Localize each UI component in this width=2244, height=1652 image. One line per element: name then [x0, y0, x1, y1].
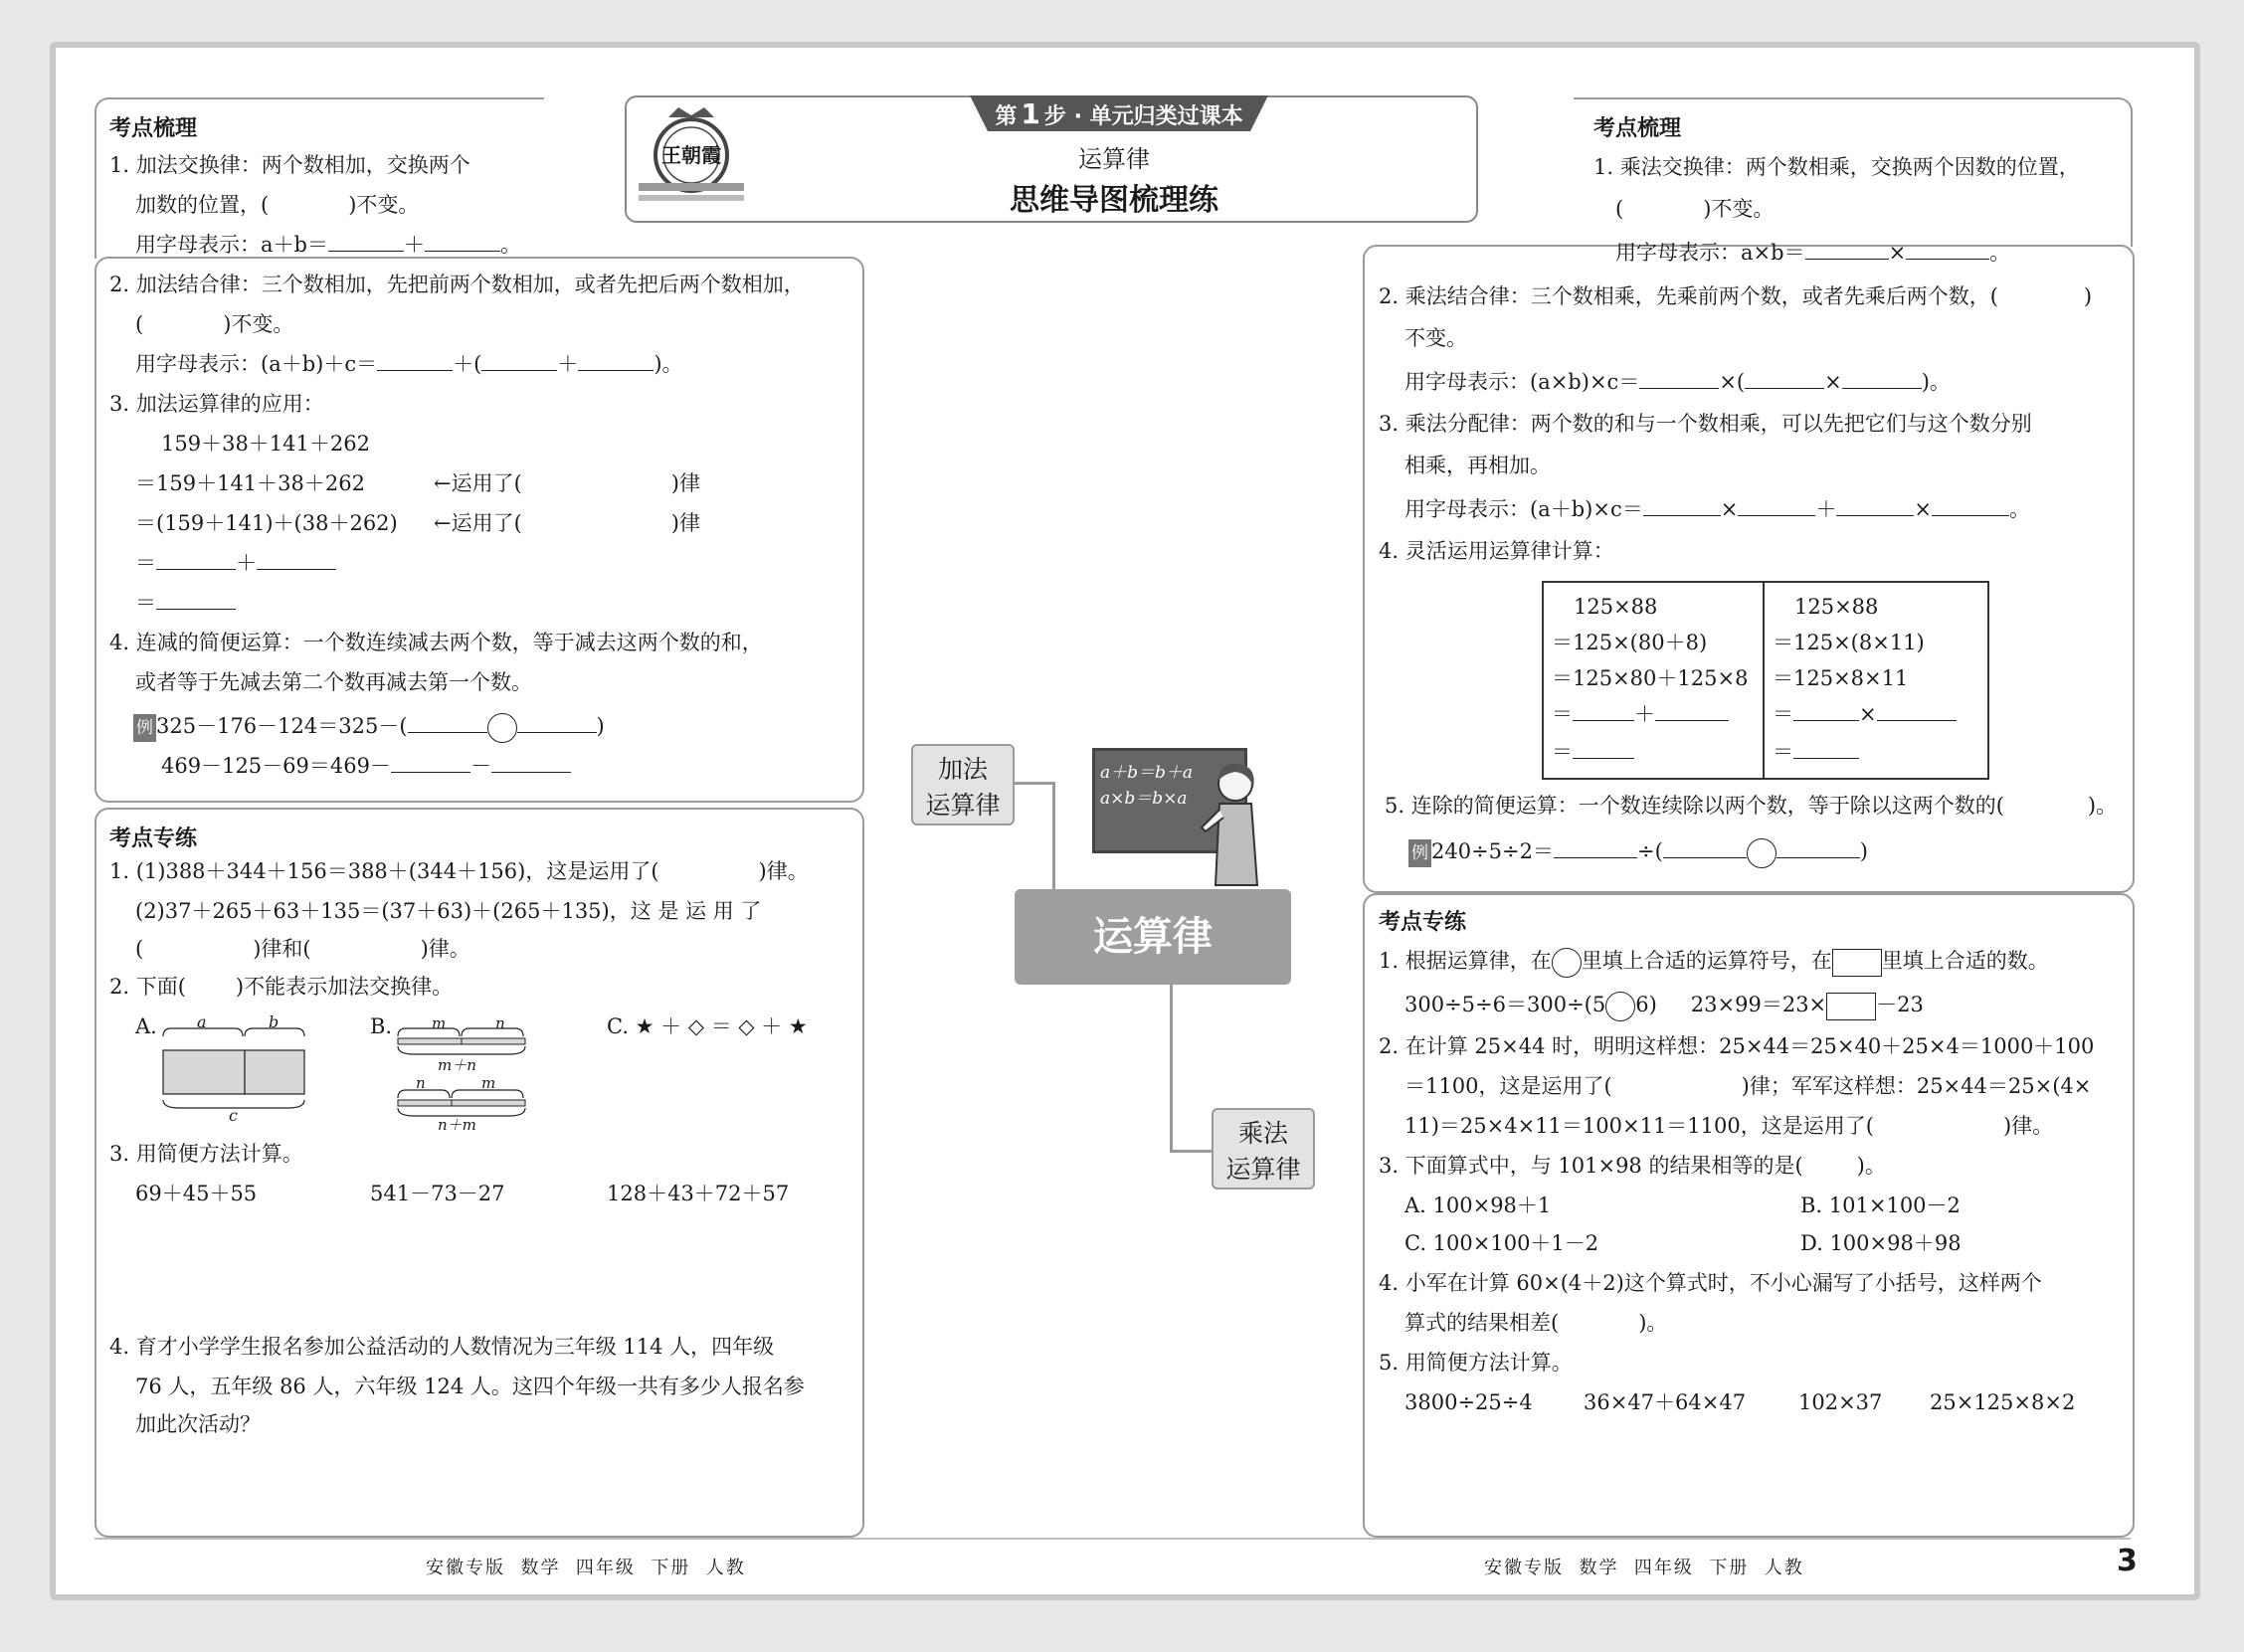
option-a-diagram [159, 1014, 308, 1118]
continuous-sub-line-2: 或者等于先减去第二个数再减去第一个数。 [135, 670, 532, 694]
mul-distributive-line-2: 相乘，再相加。 [1404, 454, 1551, 477]
expr-line-4: ＝ ＋ [135, 549, 336, 577]
add-commutative-line-1: 1. 加法交换律：两个数相加，交换两个 [109, 153, 470, 177]
label-m-1: m [432, 1014, 447, 1032]
label-b: b [269, 1012, 280, 1031]
calc-3: 128＋43＋72＋57 [607, 1182, 790, 1205]
option-b-label: B. [370, 1014, 393, 1038]
board-line-2: a×b＝b×a [1100, 789, 1188, 809]
practice-p4-a: 4. 小军在计算 60×(4＋2)这个算式时，不小心漏写了小括号，这样两个 [1379, 1271, 2042, 1295]
right-bottom-heading: 考点专练 [1379, 910, 1467, 935]
calc-d3: 102×37 [1798, 1390, 1883, 1414]
label-m-2: m [481, 1074, 496, 1092]
calc-d1: 3800÷25÷4 [1404, 1390, 1533, 1414]
add-law-node [911, 744, 1015, 826]
table-right-5: ＝ [1773, 738, 1859, 766]
answer-circle[interactable] [1605, 992, 1635, 1021]
option-pd: D. 100×98＋98 [1800, 1231, 1962, 1255]
footer-right: 安徽专版 数学 四年级 下册 人教 [1484, 1558, 1804, 1578]
calc-2: 541－73－27 [370, 1182, 505, 1205]
table-right-1: 125×88 [1794, 595, 1879, 619]
mul-associative-line-2: 不变。 [1404, 326, 1467, 350]
mul-node-line-2: 运算律 [1225, 1155, 1301, 1184]
operator-circle-right [1747, 838, 1776, 868]
mul-commutative-formula: 用字母表示：a×b＝ × 。 [1615, 241, 2011, 265]
teacher-illustration [1200, 758, 1279, 891]
practice-p2-b: ＝1100，这是运用了( )律；军军这样想：25×44＝25×(4× [1404, 1074, 2092, 1098]
calc-table-divider [1763, 581, 1765, 778]
practice-p5: 5. 用简便方法计算。 [1379, 1351, 1573, 1375]
mul-distributive-formula: 用字母表示：(a＋b)×c＝ × ＋ × 。 [1404, 497, 2030, 521]
practice-q3: 3. 用简便方法计算。 [109, 1142, 303, 1166]
calc-d4: 25×125×8×2 [1930, 1390, 2076, 1414]
footer-rule [94, 1538, 2131, 1540]
example-tag: 例 [133, 714, 156, 742]
calc-d2: 36×47＋64×47 [1584, 1390, 1747, 1414]
add-application-title: 3. 加法运算律的应用： [109, 392, 324, 416]
table-left-2: ＝125×(80＋8) [1552, 631, 1708, 654]
fill-square-icon [1832, 949, 1882, 977]
add-node-line-1: 加法 [937, 755, 988, 784]
connector-add [1013, 782, 1055, 894]
mul-law-node [1212, 1108, 1315, 1190]
right-top-heading: 考点梳理 [1593, 116, 1682, 141]
flexible-calc-title: 4. 灵活运用运算律计算： [1379, 539, 1614, 563]
table-left-5: ＝ [1552, 738, 1634, 766]
mul-distributive-line-1: 3. 乘法分配律：两个数的和与一个数相乘，可以先把它们与这个数分别 [1379, 412, 2032, 436]
continuous-div-line: 5. 连除的简便运算：一个数连续除以两个数，等于除以这两个数的( )。 [1385, 794, 2118, 818]
step-label: 第 1 步 · 单元归类过课本 [995, 97, 1243, 130]
table-left-3: ＝125×80＋125×8 [1552, 666, 1749, 690]
header-title: 思维导图梳理练 [1010, 183, 1218, 218]
practice-p4-b: 算式的结果相差( )。 [1404, 1311, 1668, 1335]
practice-q4-b: 76 人，五年级 86 人，六年级 124 人。这四个年级一共有多少人报名参 [135, 1375, 805, 1398]
mul-associative-formula: 用字母表示：(a×b)×c＝ ×( × )。 [1404, 370, 1951, 394]
expr-line-1: 159＋38＋141＋262 [161, 432, 370, 456]
expr-line-3: ＝(159＋141)＋(38＋262) [135, 511, 398, 535]
calc-1: 69＋45＋55 [135, 1182, 258, 1205]
fill-circle-icon [1552, 948, 1582, 978]
header-subtitle: 运算律 [1078, 145, 1150, 173]
practice-p2-c: 11)＝25×4×11＝100×11＝1100，这是运用了( )律。 [1404, 1114, 2054, 1138]
practice-q4-a: 4. 育才小学学生报名参加公益活动的人数情况为三年级 114 人，四年级 [109, 1335, 775, 1359]
table-right-3: ＝125×8×11 [1773, 666, 1909, 690]
left-top-heading: 考点梳理 [109, 116, 198, 141]
table-left-1: 125×88 [1574, 595, 1658, 619]
label-mn: m＋n [438, 1056, 476, 1074]
practice-p2-a: 2. 在计算 25×44 时，明明这样想：25×44＝25×40＋25×4＝1000＋100 [1379, 1034, 2095, 1058]
add-associative-line-1: 2. 加法结合律：三个数相加，先把前两个数相加，或者先把后两个数相加， [109, 273, 805, 296]
example-line-2: 469－125－69＝469－ － [161, 752, 571, 780]
operator-circle [487, 713, 517, 743]
expr-line-2: ＝159＋141＋38＋262 [135, 471, 365, 495]
connector-mul [1170, 985, 1216, 1153]
logo-text: 王朝霞 [661, 143, 721, 167]
add-commutative-formula: 用字母表示：a＋b＝ ＋ 。 [135, 233, 521, 257]
label-n-1: n [495, 1014, 505, 1032]
answer-square[interactable] [1826, 993, 1876, 1020]
add-commutative-line-2: 加数的位置，( )不变。 [135, 193, 420, 217]
practice-q2: 2. 下面( )不能表示加法交换律。 [109, 975, 454, 999]
expr-note-1: ←运用了( )律 [434, 471, 700, 495]
add-node-line-2: 运算律 [925, 791, 1001, 820]
option-pc: C. 100×100＋1－2 [1404, 1231, 1599, 1255]
page-number: 3 [2117, 1544, 2138, 1578]
mul-commutative-line-1: 1. 乘法交换律：两个数相乘，交换两个因数的位置， [1593, 155, 2080, 179]
board-line-1: a＋b＝b＋a [1100, 763, 1194, 783]
continuous-sub-line-1: 4. 连减的简便运算：一个数连续减去两个数，等于减去这两个数的和， [109, 631, 763, 654]
option-pb: B. 101×100－2 [1800, 1193, 1961, 1217]
practice-p3: 3. 下面算式中，与 101×98 的结果相等的是( )。 [1379, 1154, 1886, 1178]
label-c: c [229, 1106, 238, 1125]
practice-p1-b: 300÷5÷6＝300÷(5 6) 23×99＝23× －23 [1404, 991, 1924, 1021]
mul-node-line-1: 乘法 [1237, 1119, 1288, 1148]
practice-p1-a: 1. 根据运算律，在 里填上合适的运算符号，在 里填上合适的数。 [1379, 947, 2049, 978]
label-n-2: n [416, 1074, 426, 1092]
label-a: a [197, 1012, 207, 1031]
option-pa: A. 100×98＋1 [1404, 1193, 1552, 1217]
option-a-label: A. [135, 1014, 157, 1038]
table-right-2: ＝125×(8×11) [1773, 631, 1925, 654]
main-node-label: 运算律 [1093, 914, 1213, 960]
expr-note-2: ←运用了( )律 [434, 511, 700, 535]
example-line-1: 例 325－176－124＝325－( ) [133, 712, 605, 743]
practice-q4-c: 加此次活动？ [135, 1412, 261, 1436]
table-right-4: ＝ × [1773, 700, 1957, 728]
div-example: 例 240÷5÷2＝ ÷( ) [1408, 837, 1868, 868]
mul-associative-line-1: 2. 乘法结合律：三个数相乘，先乘前两个数，或者先乘后两个数，( ) [1379, 284, 2093, 308]
left-bottom-heading: 考点专练 [109, 826, 198, 851]
practice-q1-c: ( )律和( )律。 [135, 937, 470, 961]
add-associative-line-2: ( )不变。 [135, 312, 294, 336]
option-c: C. ★ ＋ ◇ ＝ ◇ ＋ ★ [607, 1014, 808, 1038]
mul-commutative-line-2: ( )不变。 [1615, 197, 1775, 221]
expr-line-5: ＝ [135, 589, 236, 617]
footer-left: 安徽专版 数学 四年级 下册 人教 [426, 1558, 746, 1578]
add-associative-formula: 用字母表示：(a＋b)＋c＝ ＋( ＋ )。 [135, 352, 683, 376]
practice-q1-a: 1. (1)388＋344＋156＝388＋(344＋156)，这是运用了( )律。 [109, 859, 809, 883]
label-nm: n＋m [438, 1116, 476, 1134]
practice-q1-b: (2)37＋265＋63＋135＝(37＋63)＋(265＋135)，这 是 运 用 了 [135, 899, 762, 923]
example-tag-right: 例 [1408, 839, 1431, 867]
table-left-4: ＝ ＋ [1552, 700, 1729, 728]
